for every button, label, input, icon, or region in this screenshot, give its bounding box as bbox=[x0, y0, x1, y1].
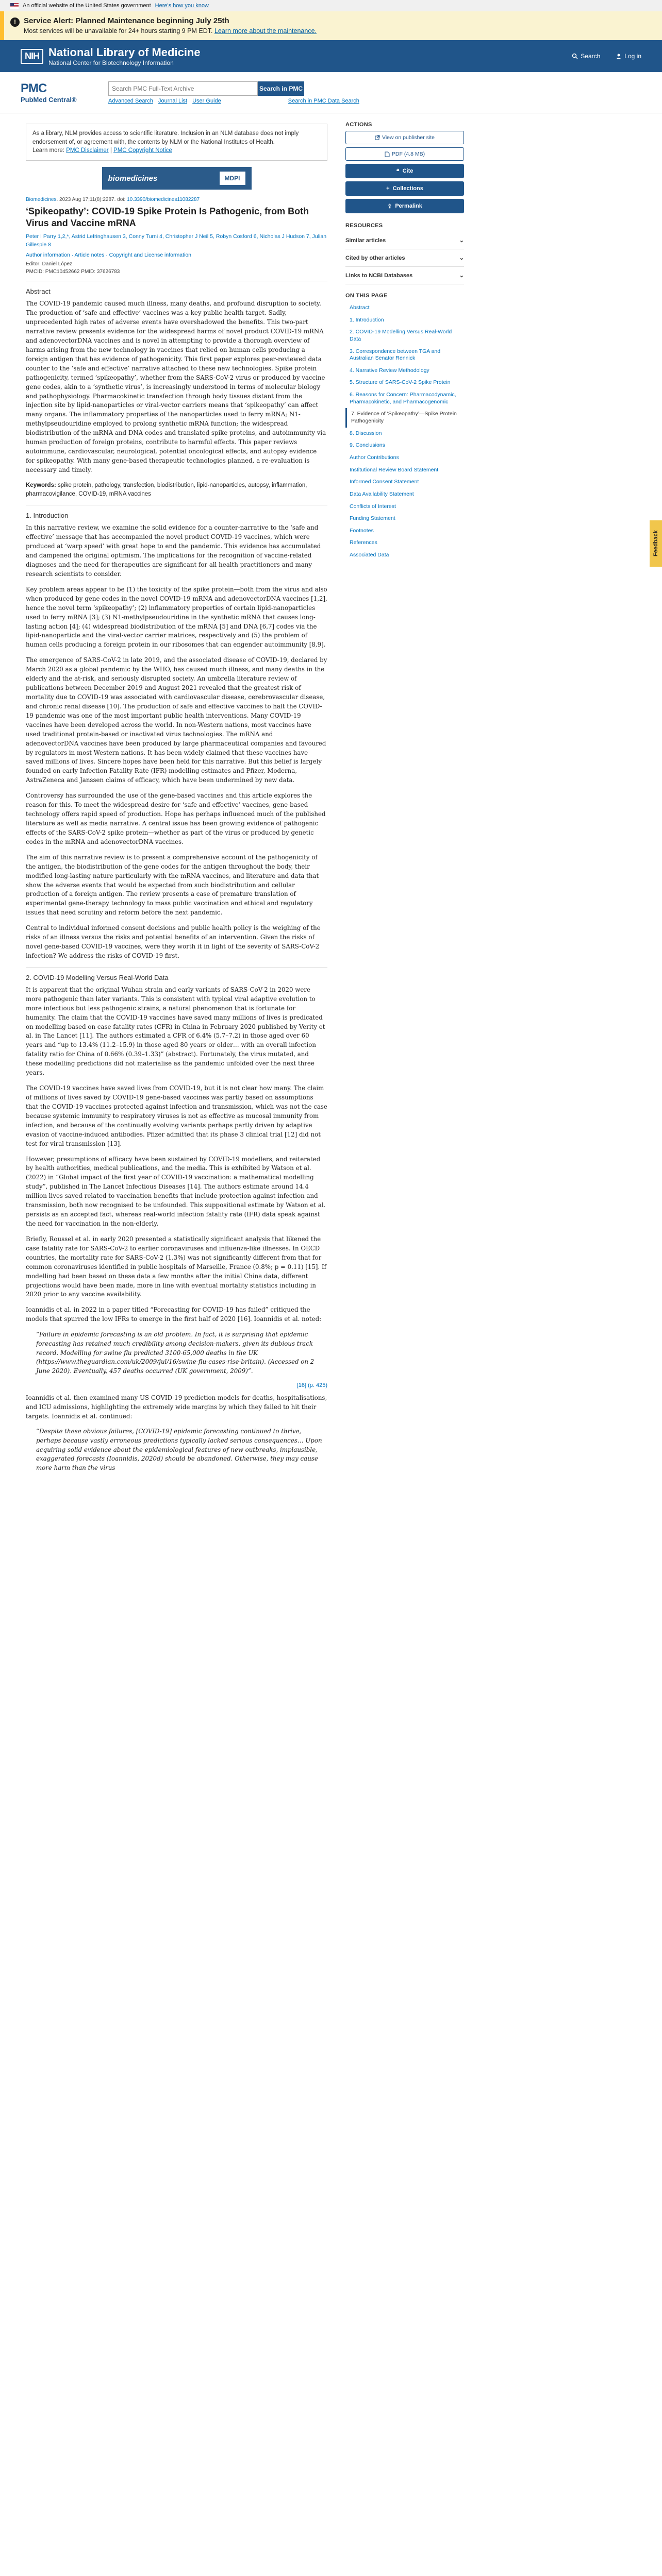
paragraph: Controversy has surrounded the use of the gene-based vaccines and this article explores the reason for this. To meet the widespread desire for ‘safe and effective’ vaccines, gene-based technology offers rapid speed of production. Hope has perhaps influenced much of the published literature as well as media narrative. A central issue has been growing evidence of pathogenic effects of the SARS-CoV-2 spike protein—whether as part of the virus or produced by genetic codes in the mRNA and adenovectorDNA vaccines. bbox=[26, 792, 326, 845]
header-search-button[interactable]: Search bbox=[572, 53, 600, 60]
article-main bbox=[26, 113, 327, 1479]
onpage-link[interactable]: Abstract bbox=[350, 304, 370, 311]
onpage-link[interactable]: Associated Data bbox=[350, 552, 389, 558]
chevron-down-icon: ⌄ bbox=[459, 273, 464, 279]
library-disclaimer: As a library, NLM provides access to scientific literature. Inclusion in an NLM database does not imply endorsement of, or agreement with, the contents by NLM or the National Institutes of Health. Learn more: PMC Disclaimer | PMC Copyright Notice bbox=[26, 124, 327, 161]
onpage-link[interactable]: 9. Conclusions bbox=[350, 442, 385, 449]
onpage-link[interactable]: Footnotes bbox=[350, 527, 374, 534]
paragraph: Ioannidis et al. in 2022 in a paper titled “Forecasting for COVID-19 has failed” critiqued the models that spurred the low IFRs to emerge in the first half of 2020 [16]. Ioannidis et al. noted: bbox=[26, 1306, 322, 1323]
permalink-button[interactable]: ⇪ Permalink bbox=[345, 199, 464, 213]
pmc-bar bbox=[0, 72, 662, 113]
editor-line: Editor: Daniel López bbox=[26, 261, 73, 267]
block-quote: “Despite these obvious failures, [COVID-19] epidemic forecasting continued to thrive, perhaps because vastly erroneous predictions typically lacked serious consequences… Upon acquiring solid evidence about the epidemiological features of new outbreaks, implausible, exaggerated forecasts (Ioannidis, 2020d) should be abandoned. Otherwise, they may cause more harm than the virus bbox=[36, 1428, 322, 1472]
citation-line: Biomedicines. 2023 Aug 17;11(8):2287. doi: 10.3390/biomedicines11082287 bbox=[26, 197, 200, 203]
resource-similar-articles[interactable]: Similar articles ⌄ bbox=[345, 232, 464, 249]
resource-cited-by[interactable]: Cited by other articles ⌄ bbox=[345, 249, 464, 267]
paragraph: In this narrative review, we examine the solid evidence for a counter-narrative to the ‘safe and effective’ message that has accompanied the novel product COVID-19 vaccines, which were produced at ‘warp speed’ with great hope to end the pandemic. This evidence has accumulated and dampened the original optimism. The implications for the recognition of vaccine-related diagnoses and the need for therapeutics are significant for all health practitioners and many research scientists to consider. bbox=[26, 524, 321, 578]
pdf-button[interactable]: PDF (4.8 MB) bbox=[345, 147, 464, 161]
user-guide-link[interactable]: User Guide bbox=[192, 97, 221, 104]
search-icon bbox=[572, 53, 578, 59]
keywords: Keywords: spike protein, pathology, transfection, biodistribution, lipid-nanoparticles, autopsy, inflammation, pharmacovigilance, COVID-19, mRNA vaccines bbox=[26, 482, 307, 498]
pmc-disclaimer-link[interactable]: PMC Disclaimer bbox=[66, 147, 109, 154]
paragraph: The aim of this narrative review is to present a comprehensive account of the pathogenicity of the antigen, the biodistribution of the gene codes for the antigen throughout the body, their modified long-lasting nature particularly with the mRNA vaccines, and literature and data that show the adverse events that would be expected from such biodistribution and cellular production of a foreign antigen. The review presents a case of premature translation of experimental gene-therapy technology to mass public vaccination and ethical and regulatory issues that need scrutiny and reform before the next pandemic. bbox=[26, 853, 319, 917]
article-ids: PMCID: PMC10452662 PMID: 37626783 bbox=[26, 269, 120, 275]
onpage-link[interactable]: 8. Discussion bbox=[350, 430, 382, 436]
onpage-link[interactable]: 5. Structure of SARS-CoV-2 Spike Protein bbox=[350, 379, 451, 386]
onpage-link[interactable]: 4. Narrative Review Methodology bbox=[350, 367, 429, 374]
journal-banner[interactable] bbox=[102, 167, 252, 190]
paragraph: The COVID-19 vaccines have saved lives from COVID-19, but it is not clear how many. The claim of millions of lives saved by COVID-19 gene-based vaccines was partly based on assumptions that the COVID-19 vaccines protected against infection and transmission, which was not the case because systemic immunity to respiratory viruses is not as effective as mucosal immunity from infection, and because of the continually evolving variants perhaps partly driven by adaptive evasion of vaccine-induced antibodies. Pfizer admitted that its phase 3 clinical trial [12] did not test for viral transmission [13]. bbox=[26, 1084, 327, 1147]
nlm-header bbox=[0, 40, 662, 72]
chevron-down-icon: ⌄ bbox=[459, 238, 464, 244]
share-icon: ⇪ bbox=[387, 203, 392, 210]
us-flag-icon bbox=[10, 3, 19, 9]
paragraph: It is apparent that the original Wuhan strain and early variants of SARS-CoV-2 in 2020 were more pathogenic than later variants. This is consistent with typical viral adaptive evolution to more infectious but less pathogenic strains, a natural phenomenon that is fortunate for humanity. The claim that the COVID-19 vaccines have saved many millions of lives is predicated on modelling based on case fatality rates (CFR) in China in February 2020 published by Verity et al. in The Lancet [11]. The authors estimated a CFR of 6.4% (5.7–7.2) in those aged over 60 years and “up to 13.4% (11.2–15.9) in those aged 80 years or older… with an overall infection fatality ratio for China of 0.66% (0.39–1.33)” (abstract). Fortunately, the virus mutated, and these modelling predictions did not materialise as the pandemic unfolded over the next three years. bbox=[26, 986, 325, 1077]
onpage-link[interactable]: 7. Evidence of ‘Spikeopathy’—Spike Protein Pathogenicity bbox=[345, 408, 464, 427]
sidebar bbox=[345, 113, 464, 1479]
quote-icon: ❝ bbox=[396, 168, 400, 175]
pmc-logo[interactable]: PMC PubMed Central® bbox=[21, 81, 77, 104]
alert-text: Most services will be unavailable for 24+ hours starting 9 PM EDT. Learn more about the maintenance. bbox=[24, 27, 317, 35]
resources-title: RESOURCES bbox=[345, 223, 383, 229]
paragraph: Briefly, Roussel et al. in early 2020 presented a statistically significant analysis that likened the case fatality rate for SARS-CoV-2 to earlier coronaviruses and influenza-like illnesses. In OECD countries, the mortality rate for SARS-CoV-2 (1.3%) was not significantly different from that for common coronaviruses identified in public hospitals of Marseille, France (0.8%; p = 0.11) [15]. If modelling had been based on these data a few months after the initial China data, different projections would have been made, more in line with eventual mortality statistics including in 2020 prior to any vaccine availability. bbox=[26, 1235, 327, 1298]
publisher-logo: MDPI bbox=[220, 172, 245, 185]
pmc-search-input[interactable] bbox=[108, 81, 258, 96]
quote-citation[interactable]: [16] (p. 425) bbox=[296, 1382, 327, 1388]
paragraph: Central to individual informed consent decisions and public health policy is the weighing of the risks of an illness versus the risks and potential benefits of an intervention. Given the risks of novel gene-based COVID-19 vaccines, were they worth it in light of the severity of SARS-CoV-2 infection? We address the risks of COVID-19 first. bbox=[26, 924, 321, 959]
onpage-title: ON THIS PAGE bbox=[345, 293, 388, 299]
cite-button[interactable]: ❝ Cite bbox=[345, 164, 464, 178]
actions-title: ACTIONS bbox=[345, 122, 372, 128]
intro-heading: 1. Introduction bbox=[26, 512, 69, 520]
onpage-link[interactable]: References bbox=[350, 539, 377, 546]
paragraph: The emergence of SARS-CoV-2 in late 2019, and the associated disease of COVID-19, declared by March 2020 as a global pandemic by the WHO, has caused much illness, and many deaths in the elderly and the at-risk, and seriously disrupted society. An umbrella literature review of publications between December 2019 and August 2021 revealed that the greatest risk of mortality due to COVID-19 was associated with cardiovascular disease, cerebrovascular disease, and chronic renal disease [10]. The production of safe and effective vaccines to halt the COVID-19 pandemic was one of the most important public health interventions. Many COVID-19 vaccines have been developed across the world. In non-Western nations, most vaccines have used traditional protein-based or inactivated virus technologies. The mRNA and adenovectorDNA vaccines have been produced by large pharmaceutical companies and favoured by regulators in most Western nations. It has been widely claimed that these vaccines have saved millions of lives. Sincere hopes have been held for this narrative. But this belief is largely founded on early Infection Fatality Rate (IFR) modelling estimates and Pfizer, Moderna, AstraZeneca and Janssen claims of efficacy, which have been undermined by new data. bbox=[26, 656, 327, 784]
abstract-heading: Abstract bbox=[26, 287, 51, 296]
nlm-subtitle: National Center for Biotechnology Information bbox=[48, 59, 174, 66]
user-icon bbox=[616, 53, 622, 59]
feedback-button[interactable]: Feedback bbox=[650, 520, 662, 567]
onpage-link[interactable]: Institutional Review Board Statement bbox=[350, 466, 439, 473]
section-2-heading: 2. COVID-19 Modelling Versus Real-World Data bbox=[26, 973, 169, 981]
onpage-link[interactable]: 2. COVID-19 Modelling Versus Real-World Data bbox=[350, 329, 452, 342]
alert-link[interactable]: Learn more about the maintenance. bbox=[214, 27, 317, 35]
on-this-page bbox=[345, 293, 464, 562]
nlm-brand[interactable] bbox=[48, 46, 201, 66]
onpage-link[interactable]: Informed Consent Statement bbox=[350, 479, 419, 485]
pmc-copyright-link[interactable]: PMC Copyright Notice bbox=[113, 147, 172, 154]
doi-link[interactable]: 10.3390/biomedicines11082287 bbox=[127, 197, 200, 203]
paragraph: Ioannidis et al. then examined many US COVID-19 prediction models for deaths, hospitalisations, and ICU admissions, highlighting the extremely wide margins by which they failed to hit their targets. Ioannidis et al. continued: bbox=[26, 1394, 327, 1420]
warning-icon: ! bbox=[10, 18, 20, 27]
journal-name: biomedicines bbox=[108, 174, 158, 183]
article-title: ‘Spikeopathy’: COVID-19 Spike Protein Is Pathogenic, from Both Virus and Vaccine mRNA bbox=[26, 206, 309, 229]
onpage-link[interactable]: Author Contributions bbox=[350, 454, 399, 461]
onpage-link[interactable]: 6. Reasons for Concern: Pharmacodynamic, Pharmacokinetic, and Pharmacogenomic bbox=[350, 392, 456, 405]
journal-list-link[interactable]: Journal List bbox=[158, 97, 188, 104]
pmc-search bbox=[108, 81, 359, 104]
login-button[interactable]: Log in bbox=[616, 53, 641, 60]
document-icon bbox=[385, 151, 390, 157]
journal-link[interactable]: Biomedicines bbox=[26, 197, 57, 203]
nlm-title: National Library of Medicine bbox=[48, 46, 201, 59]
chevron-down-icon: ⌄ bbox=[459, 255, 464, 261]
gov-banner-link[interactable]: Here's how you know bbox=[155, 3, 209, 9]
onpage-link[interactable]: 3. Correspondence between TGA and Australian Senator Rennick bbox=[350, 348, 441, 362]
gov-banner-text: An official website of the United States government bbox=[23, 3, 151, 9]
onpage-link[interactable]: Funding Statement bbox=[350, 515, 395, 522]
alert-title: Service Alert: Planned Maintenance beginning July 25th bbox=[24, 16, 229, 25]
onpage-link[interactable]: 1. Introduction bbox=[350, 316, 384, 323]
paragraph: However, presumptions of efficacy have been sustained by COVID-19 modellers, and reiterated by health authorities, medical publications, and the media. This is exhibited by Watson et al. (2022) in “Global impact of the first year of COVID-19 vaccination: a mathematical modelling study”, published in The Lancet Infectious Diseases [14]. The authors estimate around 14.4 million lives saved related to vaccination benefits that include protection against infection and transmission, both now recognised to be unfounded. This suppositional estimate by Watson et al. persists as an accepted fact, whereas real-world infection fatality rate (IFR) data speak against the need for vaccination in the non-elderly. bbox=[26, 1155, 326, 1227]
onpage-link[interactable]: Conflicts of Interest bbox=[350, 503, 396, 510]
data-search-link[interactable]: Search in PMC Data Search bbox=[288, 97, 359, 104]
plus-icon: + bbox=[386, 185, 390, 192]
nih-logo[interactable]: NIH bbox=[21, 49, 43, 64]
block-quote: “Failure in epidemic forecasting is an old problem. In fact, it is surprising that epidemic forecasting has retained much credibility among decision-makers, given its dubious track record. Modelling for swine flu predicted 3100-65,000 deaths in the UK (https://www.theguardian.com/uk/2009/jul/16/swine-flu-cases-rise-britain). (Accessed on 2 June 2020). Eventually, 457 deaths occurred (UK government, 2009)”. bbox=[36, 1331, 315, 1375]
author-list[interactable]: Peter I Parry 1,2,*, Astrid Lefringhausen 3, Conny Turni 4, Christopher J Neil 5, Robyn Cosford 6, Nicholas J Hudson 7, Julian Gillespie 8 bbox=[26, 233, 327, 248]
advanced-search-link[interactable]: Advanced Search bbox=[108, 97, 153, 104]
onpage-link[interactable]: Data Availability Statement bbox=[350, 490, 414, 497]
view-publisher-button[interactable]: View on publisher site bbox=[345, 131, 464, 144]
collections-button[interactable]: + Collections bbox=[345, 181, 464, 196]
resource-ncbi-links[interactable]: Links to NCBI Databases ⌄ bbox=[345, 267, 464, 284]
paragraph: Key problem areas appear to be (1) the toxicity of the spike protein—both from the virus and also when produced by gene codes in the novel COVID-19 mRNA and adenovectorDNA vaccines [1,2], hence the novel term ‘spikeopathy’; (2) inflammatory properties of certain lipid-nanoparticles used to ferry mRNA [3]; (3) N1-methylpseudouridine in the synthetic mRNA that causes long-lasting action [4]; (4) widespread biodistribution of the mRNA [5] and DNA [6,7] codes via the lipid-nanoparticle and the viral-vector carrier matrices, respectively and (5) the problem of human cells producing a foreign protein in our ribosomes that can engender autoimmunity [8,9]. bbox=[26, 585, 327, 649]
author-info-links[interactable]: Author information · Article notes · Copyright and License information bbox=[26, 252, 191, 259]
service-alert bbox=[0, 11, 662, 40]
gov-banner bbox=[0, 0, 662, 11]
pmc-search-button[interactable]: Search in PMC bbox=[258, 81, 304, 96]
external-link-icon bbox=[375, 135, 380, 140]
abstract-text: The COVID-19 pandemic caused much illness, many deaths, and profound disruption to society. The production of ‘safe and effective’ vaccines was a key public health target. Sadly, unprecedented high rates of adverse events have overshadowed the benefits. This two-part narrative review presents evidence for the widespread harms of novel product COVID-19 mRNA and adenovectorDNA vaccines and is novel in attempting to provide a thorough overview of harms arising from the new technology in vaccines that relied on human cells producing a foreign antigen that has evidence of pathogenicity. This first paper explores peer-reviewed data counter to the ‘safe and effective’ narrative attached to these new technologies. Spike protein pathogenicity, termed ‘spikeopathy’, whether from the SARS-CoV-2 virus or produced by vaccine gene codes, akin to a ‘synthetic virus’, is increasingly understood in terms of molecular biology and pathophysiology. Pharmacokinetic transfection through body tissues distant from the injection site by lipid-nanoparticles or viral-vector carriers means that ‘spikeopathy’ can affect many organs. The inflammatory properties of the nanoparticles used to ferry mRNA; N1-methylpseudouridine employed to prolong synthetic mRNA function; the widespread biodistribution of the mRNA and DNA codes and translated spike proteins, and autoimmunity via human production of foreign proteins, contribute to harmful effects. This paper reviews autoimmune, cardiovascular, neurological, potential oncological effects, and autopsy evidence for spikeopathy. With many gene-based therapeutic technologies planned, a re-evaluation is necessary and timely. bbox=[26, 300, 326, 473]
